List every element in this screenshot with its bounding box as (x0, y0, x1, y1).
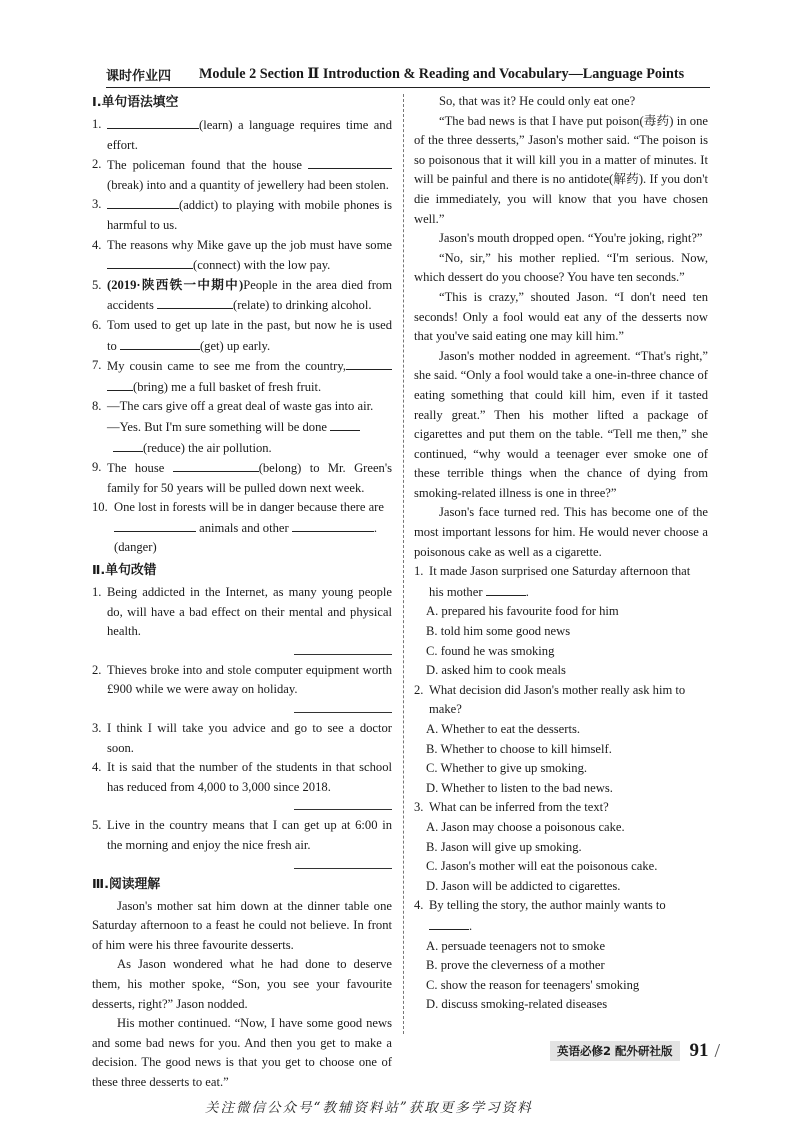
correction-q2: 2. Thieves broke into and stole computer equipment worth £900 while we were away on holiday. (92, 662, 392, 697)
reading-q2: 2. What decision did Jason's mother really ask him to make? (414, 682, 686, 717)
reading-q1: 1. It made Jason surprised one Saturday afternoon that his mother . (414, 564, 691, 599)
book-tag: 英语必修2 配外研社版 (550, 1041, 680, 1061)
answer-blank[interactable] (330, 417, 360, 431)
option-a[interactable]: A. Whether to eat the desserts. (426, 722, 580, 736)
answer-blank[interactable] (308, 155, 392, 169)
reading-q3: 3. What can be inferred from the text? (414, 800, 609, 815)
answer-blank[interactable] (292, 518, 374, 532)
answer-blank[interactable] (157, 295, 233, 309)
page-header (106, 63, 710, 85)
grammar-q1: 1. (learn) a language requires time and effort. (92, 117, 392, 152)
grammar-q8: 8. —The cars give off a great deal of waste gas into air. —Yes. But I'm sure something will be done (reduce) the air pollution. (92, 399, 374, 455)
page-number: 91 (689, 1040, 709, 1061)
option-c[interactable]: C. found he was smoking (426, 643, 555, 658)
answer-line[interactable] (294, 642, 392, 655)
reading-q4: 4. By telling the story, the author mainly wants to . (414, 898, 666, 933)
answer-blank[interactable] (107, 255, 193, 269)
answer-blank[interactable] (120, 336, 200, 350)
passage-paragraph-1: Jason's mother sat him down at the dinner table one Saturday afternoon to a feast he could not believe. In front of him were his three favourite desserts. (92, 898, 392, 952)
header-rule (106, 87, 710, 88)
handwritten-note: 关注微信公众号“教辅资料站”获取更多学习资料 (205, 1100, 533, 1116)
left-column (92, 92, 392, 1093)
answer-line[interactable] (294, 700, 392, 713)
answer-blank[interactable] (429, 916, 469, 930)
correction-q1: 1. Being addicted in the Internet, as many young people do, will have a bad effect on their mental and physical health. (92, 585, 392, 639)
page-footer (550, 1040, 720, 1062)
option-d[interactable]: D. Whether to listen to the bad news. (426, 780, 613, 795)
answer-blank[interactable] (486, 582, 526, 596)
answer-blank[interactable] (107, 115, 199, 129)
passage-paragraph-7: “No, sir,” his mother replied. “I'm serious. Now, which dessert do you choose? You have ten seconds.” (414, 250, 708, 285)
answer-blank[interactable] (114, 518, 196, 532)
grammar-q7: 7. My cousin came to see me from the country, (bring) me a full basket of fresh fruit. (92, 356, 392, 397)
section-3-title: Ⅲ.阅读理解 (92, 876, 161, 892)
grammar-q4: 4. The reasons why Mike gave up the job must have some (connect) with the low pay. (92, 237, 392, 273)
option-a[interactable]: A. prepared his favourite food for him (426, 604, 619, 619)
grammar-q10: 10. One lost in forests will be in danger because there are animals and other . (danger) (92, 500, 384, 555)
option-c[interactable]: C. Jason's mother will eat the poisonous cake. (426, 859, 658, 874)
answer-blank[interactable] (346, 356, 392, 370)
option-b[interactable]: B. Whether to choose to kill himself. (426, 741, 612, 756)
answer-line[interactable] (294, 856, 392, 869)
option-b[interactable]: B. Jason will give up smoking. (426, 839, 582, 854)
grammar-q5: 5. (2019·陕西铁一中期中)People in the area died from accidents (relate) to drinking alcohol. (92, 277, 392, 313)
passage-paragraph-10: Jason's face turned red. This has become one of the most important lessons for him. He would never choose a poisonous cake as well as a cigarette. (414, 505, 708, 559)
grammar-q9: 9. The house (belong) to Mr. Green's family for 50 years will be pulled down next week. (92, 460, 393, 495)
option-b[interactable]: B. told him some good news (426, 624, 571, 639)
correction-q4: 4. It is said that the number of the students in that school has reduced from 4,000 to 3,000 since 2018. (92, 760, 392, 794)
passage-paragraph-9: Jason's mother nodded in agreement. “That's right,” she said. “Only a fool would take a one-in-three chance of eating something that could kill him, even if it tasted really great.” Then his mother lifted a package of cigarettes and put them on the table. “Tell me then,” she continued, “why would a teenager ever smoke one of these terrible things when the chance of dying from smoking-related illness is one in three?” (414, 348, 708, 500)
option-a[interactable]: A. persuade teenagers not to smoke (426, 938, 606, 953)
section-1-title: Ⅰ.单句语法填空 (92, 95, 179, 110)
option-d[interactable]: D. Jason will be addicted to cigarettes. (426, 878, 621, 893)
correction-q3: 3. I think I will take you advice and go to see a doctor soon. (92, 721, 392, 755)
passage-paragraph-6: Jason's mouth dropped open. “You're joking, right?” (439, 231, 703, 246)
lesson-tag: 课时作业四 (106, 68, 172, 84)
grammar-q3: 3. (addict) to playing with mobile phones is harmful to us. (92, 197, 392, 232)
right-column (414, 92, 708, 1015)
option-c[interactable]: C. Whether to give up smoking. (426, 761, 588, 776)
answer-line[interactable] (294, 797, 392, 810)
correction-q5: 5. Live in the country means that I can get up at 6:00 in the morning and enjoy the nice fresh air. (92, 818, 392, 852)
option-a[interactable]: A. Jason may choose a poisonous cake. (426, 819, 625, 834)
passage-paragraph-8: “This is crazy,” shouted Jason. “I don't need ten seconds! Only a fool would eat any of the desserts now that you've said eating one may kill him.” (414, 289, 708, 344)
column-divider (403, 94, 404, 1034)
footer-slash: / (714, 1039, 721, 1062)
option-d[interactable]: D. asked him to cook meals (426, 663, 566, 678)
answer-blank[interactable] (173, 458, 259, 472)
passage-paragraph-4: So, that was it? He could only eat one? (439, 94, 636, 108)
option-c[interactable]: C. show the reason for teenagers' smoking (426, 977, 640, 992)
option-d[interactable]: D. discuss smoking-related diseases (426, 997, 608, 1012)
answer-blank[interactable] (107, 195, 179, 209)
grammar-q2: 2. The policeman found that the house (break) into and a quantity of jewellery had been stolen. (92, 155, 392, 195)
passage-paragraph-5: “The bad news is that I have put poison(毒药) in one of the three desserts,” Jason's mother said. “The poison is so poisonous that it will kill you in a matter of minutes. It will be painful and there is no antidote(解药). If you don't die immediately, you will know that you have chosen well.” (414, 113, 708, 226)
grammar-q6: 6. Tom used to get up late in the past, but now he is used to (get) up early. (92, 317, 392, 353)
section-2-title: Ⅱ.单句改错 (92, 563, 157, 579)
passage-paragraph-3: His mother continued. “Now, I have some good news and some bad news for you. And then you get to make a decision. The good news is that you get to choose one of these three desserts to eat.” (92, 1016, 392, 1089)
lesson-title: Module 2 Section Ⅱ Introduction & Reading and Vocabulary—Language Points (199, 65, 685, 82)
option-b[interactable]: B. prove the cleverness of a mother (426, 958, 605, 973)
passage-paragraph-2: As Jason wondered what he had done to deserve them, his mother spoke, “Son, you see your favourite desserts, right?” Jason nodded. (92, 957, 392, 1011)
